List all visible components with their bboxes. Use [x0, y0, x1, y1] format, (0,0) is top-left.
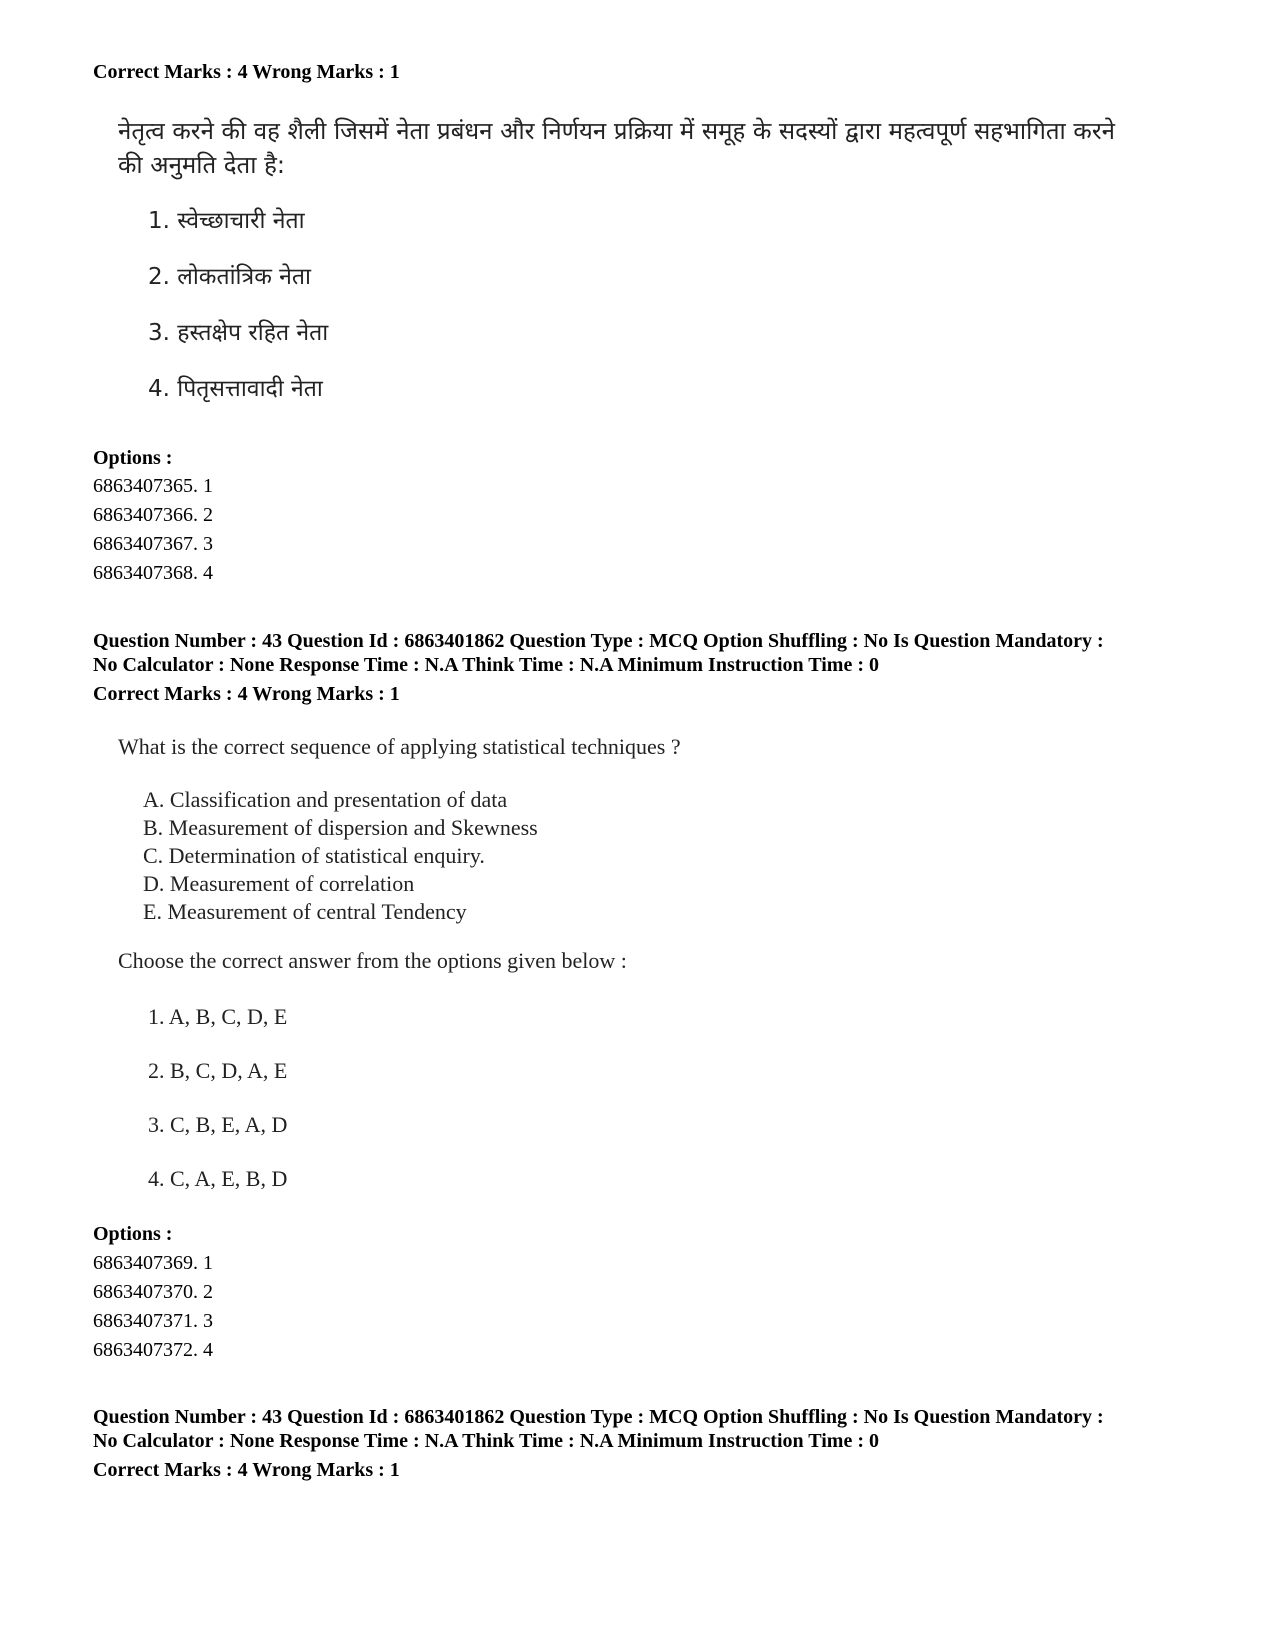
option-id-2: 6863407370. 2	[93, 1281, 213, 1303]
answer-choice-4: 4. पितृसत्तावादी नेता	[148, 376, 323, 402]
option-id-3: 6863407367. 3	[93, 533, 213, 555]
answer-choice-4: 4. C, A, E, B, D	[148, 1166, 288, 1191]
question-header-line-1: Question Number : 43 Question Id : 6863401862 Question Type : MCQ Option Shuffling : No Is Question Mandatory :	[93, 630, 1104, 652]
answer-choice-2: 2. लोकतांत्रिक नेता	[148, 264, 311, 290]
statement-e: E. Measurement of central Tendency	[143, 899, 467, 924]
question-header-line-2: No Calculator : None Response Time : N.A Think Time : N.A Minimum Instruction Time : 0	[93, 654, 879, 676]
instruction-text: Choose the correct answer from the options given below :	[118, 948, 627, 973]
marks-line: Correct Marks : 4 Wrong Marks : 1	[93, 61, 400, 83]
option-id-3: 6863407371. 3	[93, 1310, 213, 1332]
option-id-1: 6863407369. 1	[93, 1252, 213, 1274]
question-text: What is the correct sequence of applying statistical techniques ?	[118, 734, 681, 759]
option-id-1: 6863407365. 1	[93, 475, 213, 497]
answer-choice-1: 1. A, B, C, D, E	[148, 1004, 288, 1029]
statement-d: D. Measurement of correlation	[143, 871, 415, 896]
options-label: Options :	[93, 1223, 173, 1245]
option-id-4: 6863407372. 4	[93, 1339, 213, 1361]
option-id-4: 6863407368. 4	[93, 562, 213, 584]
options-label: Options :	[93, 447, 173, 469]
question-header-line-1: Question Number : 43 Question Id : 6863401862 Question Type : MCQ Option Shuffling : No Is Question Mandatory :	[93, 1406, 1104, 1428]
statement-a: A. Classification and presentation of data	[143, 787, 508, 812]
answer-choice-2: 2. B, C, D, A, E	[148, 1058, 288, 1083]
marks-line: Correct Marks : 4 Wrong Marks : 1	[93, 1459, 400, 1481]
question-text-line-1: नेतृत्व करने की वह शैली जिसमें नेता प्रबंधन और निर्णयन प्रक्रिया में समूह के सदस्यों द्वारा महत्वपूर्ण सहभागिता करने	[118, 117, 1115, 145]
answer-choice-1: 1. स्वेच्छाचारी नेता	[148, 208, 305, 234]
option-id-2: 6863407366. 2	[93, 504, 213, 526]
statement-b: B. Measurement of dispersion and Skewness	[143, 815, 538, 840]
answer-choice-3: 3. C, B, E, A, D	[148, 1112, 288, 1137]
question-text-line-2: की अनुमति देता है:	[118, 151, 285, 179]
answer-choice-3: 3. हस्तक्षेप रहित नेता	[148, 320, 329, 346]
marks-line: Correct Marks : 4 Wrong Marks : 1	[93, 683, 400, 705]
statement-c: C. Determination of statistical enquiry.	[143, 843, 485, 868]
question-header-line-2: No Calculator : None Response Time : N.A Think Time : N.A Minimum Instruction Time : 0	[93, 1430, 879, 1452]
